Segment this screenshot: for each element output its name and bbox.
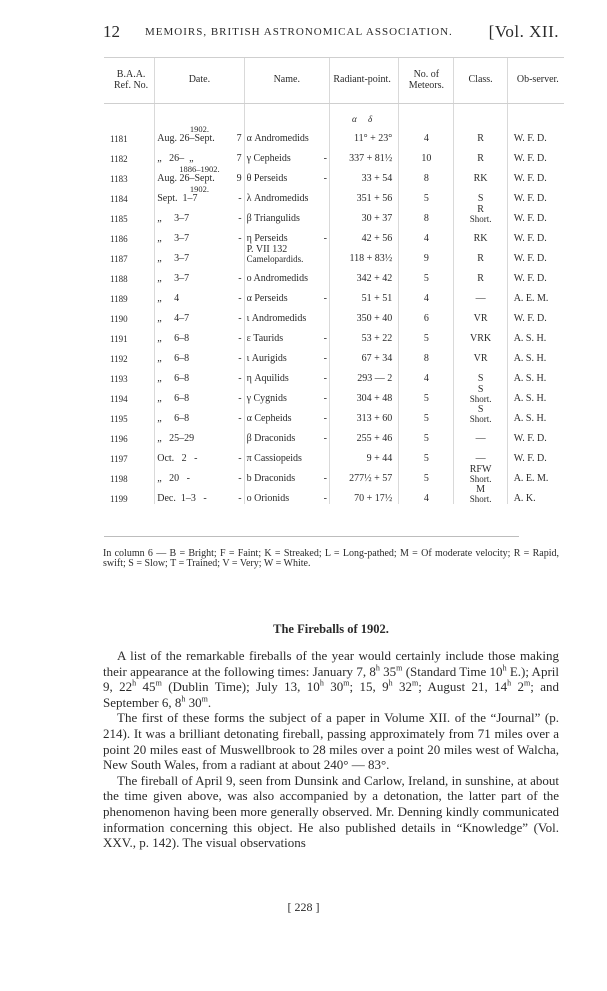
observer: W. F. D. xyxy=(513,432,547,444)
name-dash: - xyxy=(323,432,327,444)
time-unit-superscript: m xyxy=(524,678,531,688)
date-day: - xyxy=(238,312,242,324)
alpha-subheader: α xyxy=(352,113,357,124)
radiant-dec: 44 xyxy=(382,452,393,464)
text-segment: A list of the remarkable fireballs of the year would certainly include those making their appearance at the following times: January 7, 8 xyxy=(103,648,559,679)
date-range: „ 6–8 xyxy=(157,332,190,344)
meteor-count: 8 xyxy=(423,172,429,184)
ref-number: 1194 xyxy=(110,393,128,404)
meteor-count: 5 xyxy=(423,472,429,484)
text-segment: The fireball of April 9, seen from Dunsink and Carlow, Ireland, in sunshine, at about the time given above, was also accompanied by a detonation, the latter part of the phenomenon having been more generally observed. Mr. Denning kindly communicated information concerning this object. He also published details in “Knowledge” (Vol. XXV., p. 142). The visual observations xyxy=(103,772,559,851)
radiant-sign: + xyxy=(374,172,380,184)
radiant-dec: 46 xyxy=(382,432,393,444)
meteor-count: 5 xyxy=(423,452,429,464)
class-code: — xyxy=(475,432,486,444)
table-body xyxy=(104,104,564,505)
class-code: — xyxy=(475,452,486,464)
radiant-dec: 56 xyxy=(382,232,393,244)
ref-number: 1192 xyxy=(110,353,128,364)
paragraph xyxy=(103,710,559,772)
table-row xyxy=(104,144,564,164)
text-segment: . xyxy=(207,694,212,710)
radiant-ra: 313 xyxy=(356,412,372,424)
text-segment: 45 xyxy=(136,679,156,695)
table-row xyxy=(104,424,564,444)
table-row xyxy=(104,304,564,324)
time-unit-superscript: h xyxy=(181,694,186,704)
radiant-sign: + xyxy=(374,292,380,304)
radiant-sign: + xyxy=(374,332,380,344)
observer: W. F. D. xyxy=(513,192,547,204)
meteor-count: 6 xyxy=(423,312,429,324)
table-bottom-rule xyxy=(104,536,519,537)
radiant-dec: 34 xyxy=(382,352,393,364)
table-row xyxy=(104,344,564,364)
ref-number: 1193 xyxy=(110,373,128,384)
radiant-dec: 51 xyxy=(382,292,393,304)
date-day: - xyxy=(238,452,242,464)
date-day: - xyxy=(238,292,242,304)
meteor-count: 5 xyxy=(423,192,429,204)
text-segment: (Dublin Time); July 13, 10 xyxy=(161,679,320,695)
name-dash: - xyxy=(323,172,327,184)
date-year: 1902. xyxy=(189,183,209,194)
ref-number: 1199 xyxy=(110,493,128,504)
date-range: „ 6–8 xyxy=(157,372,190,384)
date-day: - xyxy=(238,332,242,344)
radiant-dec: 48 xyxy=(382,392,393,404)
shower-name: o Orionids xyxy=(246,492,290,504)
radiant-sign: + xyxy=(374,392,380,404)
observer: W. F. D. xyxy=(513,232,547,244)
radiant-ra: 42 xyxy=(361,232,372,244)
radiant-dec: 37 xyxy=(382,212,393,224)
radiant-sign: + xyxy=(374,272,380,284)
observer: W. F. D. xyxy=(513,212,547,224)
date-day: - xyxy=(238,412,242,424)
radiant-sign: + xyxy=(374,452,380,464)
observer: A. S. H. xyxy=(513,352,547,364)
radiant-ra: 30 xyxy=(361,212,372,224)
date-year: 1902. xyxy=(189,123,209,134)
class-code: S xyxy=(477,372,484,384)
date-day: - xyxy=(238,372,242,384)
observer: A. K. xyxy=(513,492,536,504)
date-day: - xyxy=(238,492,242,504)
meteor-count: 10 xyxy=(421,152,432,164)
class-code: R xyxy=(477,152,484,164)
radiant-ra: 33 xyxy=(361,172,372,184)
running-head xyxy=(103,22,559,44)
observer: W. F. D. xyxy=(513,172,547,184)
observer: W. F. D. xyxy=(513,152,547,164)
date-range: „ 3–7 xyxy=(157,272,190,284)
text-segment: (Standard Time 10 xyxy=(402,663,503,679)
radiant-sign: + xyxy=(366,492,373,504)
ref-number: 1183 xyxy=(110,173,128,184)
date-day: - xyxy=(238,472,242,484)
shower-name: ι Andromedids xyxy=(246,312,307,324)
radiant-sign: + xyxy=(374,472,380,484)
ref-number: 1181 xyxy=(110,133,128,144)
time-unit-superscript: h xyxy=(319,678,324,688)
date-day: - xyxy=(238,352,242,364)
ref-number: 1191 xyxy=(110,333,128,344)
meteor-count: 8 xyxy=(423,352,429,364)
table-row xyxy=(104,204,564,224)
radiant-sign: + xyxy=(366,252,373,264)
header-name: Name. xyxy=(244,58,329,104)
observer: A. E. M. xyxy=(513,292,549,304)
class-code: VR xyxy=(473,352,488,364)
body-text xyxy=(103,648,559,851)
class-code: VRK xyxy=(470,332,492,344)
radiant-sign: + xyxy=(374,192,380,204)
ref-number: 1198 xyxy=(110,473,128,484)
radiant-dec: 42 xyxy=(382,272,393,284)
radiant-dec: 57 xyxy=(382,472,393,484)
shower-name: o Andromedids xyxy=(246,272,308,284)
class-code: VR xyxy=(473,312,488,324)
radiant-dec: 81½ xyxy=(374,152,393,164)
date-range: „ 4–7 xyxy=(157,312,190,324)
shower-name: β Triangulids xyxy=(246,212,300,224)
date-year: 1886–1902. xyxy=(179,163,220,174)
radiant-ra: 11° xyxy=(353,132,368,144)
date-range: „ 6–8 xyxy=(157,352,190,364)
ref-number: 1196 xyxy=(110,433,128,444)
radiant-subheader-row xyxy=(104,104,564,125)
table-row xyxy=(104,284,564,304)
class-code: R xyxy=(477,203,484,215)
ref-number: 1182 xyxy=(110,153,128,164)
text-segment: The first of these forms the subject of a paper in Volume XII. of the “Journal” (p. 214). It was a brilliant detonating fireball, passing approximately from 71 miles over a point 20 miles east of Muswellbrook to 28 miles over a point 20 miles west of Walcha, New South Wales, from a radiant at about 240° — 83°. xyxy=(103,710,559,773)
shower-name: γ Cepheids xyxy=(246,152,291,164)
folio-page-number: [ 228 ] xyxy=(287,900,320,914)
table-row xyxy=(104,384,564,404)
class-code: S xyxy=(477,403,484,415)
shower-name: η Aquilids xyxy=(246,372,289,384)
class-code: — xyxy=(475,292,486,304)
meteor-count: 5 xyxy=(423,412,429,424)
class-note: Short. xyxy=(469,474,492,484)
name-dash: - xyxy=(323,152,327,164)
date-range: Aug. 26–Sept. xyxy=(157,132,215,144)
radiant-sign: — xyxy=(374,372,385,384)
time-unit-superscript: m xyxy=(396,663,403,673)
name-dash: - xyxy=(323,352,327,364)
class-code: S xyxy=(477,383,484,395)
shower-name: η Perseids xyxy=(246,232,288,244)
table-row xyxy=(104,404,564,424)
date-day: - xyxy=(238,212,242,224)
radiant-ra: 53 xyxy=(361,332,372,344)
text-segment: 30 xyxy=(185,694,202,710)
shower-name: γ Cygnids xyxy=(246,392,287,404)
radiant-ra: 351 xyxy=(356,192,372,204)
name-dash: - xyxy=(323,292,327,304)
radiant-sign: + xyxy=(374,432,380,444)
class-code: M xyxy=(476,483,486,495)
class-code: S xyxy=(477,192,484,204)
text-segment: 30 xyxy=(323,679,344,695)
observer: A. S. H. xyxy=(513,372,547,384)
radiant-sign: + xyxy=(374,412,380,424)
radiant-dec: 60 xyxy=(382,412,393,424)
text-segment: ; 15, 9 xyxy=(349,679,389,695)
shower-name: π Cassiopeids xyxy=(246,452,302,464)
observer: W. F. D. xyxy=(513,312,547,324)
time-unit-superscript: m xyxy=(343,678,350,688)
volume-label: [Vol. XII. xyxy=(488,22,559,41)
radiant-dec: 83½ xyxy=(374,252,393,264)
table-footnote: In column 6 — B = Bright; F = Faint; K = Streaked; L = Long-pathed; M = Of moderate velocity; R = Rapid, swift; S = Slow; T = Trained; V = Very; W = White. xyxy=(103,548,559,569)
radiant-sign: + xyxy=(374,212,380,224)
radiant-sign: + xyxy=(374,312,380,324)
date-range: „ 3–7 xyxy=(157,212,190,224)
meteor-count: 4 xyxy=(423,372,429,384)
shower-name: ε Taurids xyxy=(246,332,284,344)
observer: A. S. H. xyxy=(513,332,547,344)
meteor-count: 5 xyxy=(423,332,429,344)
date-day: - xyxy=(238,392,242,404)
time-unit-superscript: h xyxy=(502,663,507,673)
radiant-ra: 51 xyxy=(361,292,372,304)
meteor-radiants-table xyxy=(104,57,564,504)
date-range: Oct. 2 - xyxy=(157,452,198,464)
text-segment: 32 xyxy=(392,679,413,695)
section-title: The Fireballs of 1902. xyxy=(273,622,389,636)
table-row xyxy=(104,444,564,464)
time-unit-superscript: m xyxy=(412,678,419,688)
ref-number: 1190 xyxy=(110,313,128,324)
radiant-dec: 56 xyxy=(382,192,393,204)
shower-name: λ Andromedids xyxy=(246,192,309,204)
meteor-count: 4 xyxy=(423,232,429,244)
class-code: RFW xyxy=(469,463,492,475)
table-row xyxy=(104,184,564,204)
radiant-ra: 342 xyxy=(356,272,372,284)
delta-subheader: δ xyxy=(368,113,373,124)
name-dash: - xyxy=(323,232,327,244)
date-range: „ 4 xyxy=(157,292,180,304)
radiant-sign: + xyxy=(374,232,380,244)
meteor-count: 8 xyxy=(423,212,429,224)
date-day: - xyxy=(238,192,242,204)
date-range: „ 6–8 xyxy=(157,392,190,404)
class-note: Short. xyxy=(469,414,492,424)
radiant-ra: 350 xyxy=(356,312,372,324)
table-row xyxy=(104,484,564,504)
ref-number: 1197 xyxy=(110,453,128,464)
radiant-ra: 255 xyxy=(356,432,372,444)
meteor-count: 4 xyxy=(423,132,429,144)
radiant-ra: 277½ xyxy=(349,472,372,484)
header-class: Class. xyxy=(454,58,507,104)
class-code: RK xyxy=(473,172,488,184)
date-range: „ 6–8 xyxy=(157,412,190,424)
observer: W. F. D. xyxy=(513,252,547,264)
date-range: „ 20 - xyxy=(157,472,190,484)
ref-number: 1186 xyxy=(110,233,128,244)
radiant-dec: 2 xyxy=(387,372,393,384)
text-segment: ; and September 6, 8 xyxy=(103,679,560,710)
observer: A. S. H. xyxy=(513,412,547,424)
time-unit-superscript: h xyxy=(375,663,380,673)
ref-number: 1195 xyxy=(110,413,128,424)
class-note: Short. xyxy=(469,214,492,224)
table-row xyxy=(104,324,564,344)
paragraph xyxy=(103,773,559,851)
class-code: R xyxy=(477,252,484,264)
radiant-ra: 70 xyxy=(354,492,365,504)
date-day: - xyxy=(238,272,242,284)
radiant-sign: + xyxy=(366,152,373,164)
table-row xyxy=(104,464,564,484)
table-row xyxy=(104,264,564,284)
radiant-dec: 17½ xyxy=(374,492,393,504)
class-code: RK xyxy=(473,232,488,244)
page-number: 12 xyxy=(103,22,120,41)
shower-name: P. VII 132 xyxy=(246,243,288,255)
radiant-sign: + xyxy=(370,132,376,144)
time-unit-superscript: h xyxy=(132,678,137,688)
ref-number: 1187 xyxy=(110,253,128,264)
observer: A. E. M. xyxy=(513,472,549,484)
shower-name: β Draconids xyxy=(246,432,296,444)
meteor-count: 5 xyxy=(423,432,429,444)
table-row xyxy=(104,364,564,384)
header-radiant: Radiant-point. xyxy=(329,58,398,104)
name-dash: - xyxy=(323,412,327,424)
radiant-ra: 67 xyxy=(361,352,372,364)
date-day: 9 xyxy=(236,172,242,184)
shower-name-2: Camelopardids. xyxy=(246,254,304,264)
class-note: Short. xyxy=(469,394,492,404)
ref-number: 1188 xyxy=(110,273,128,284)
name-dash: - xyxy=(323,372,327,384)
date-day: - xyxy=(238,232,242,244)
ref-number: 1184 xyxy=(110,193,128,204)
text-segment: 2 xyxy=(511,679,525,695)
journal-title: MEMOIRS, BRITISH ASTRONOMICAL ASSOCIATION. xyxy=(145,26,453,38)
text-segment: 35 xyxy=(379,663,397,679)
meteor-count: 9 xyxy=(423,252,429,264)
time-unit-superscript: h xyxy=(507,678,512,688)
text-segment: E.); April 9, 22 xyxy=(103,663,559,695)
meteor-count: 4 xyxy=(423,292,429,304)
observer: W. F. D. xyxy=(513,452,547,464)
name-dash: - xyxy=(323,492,327,504)
shower-name: ι Aurigids xyxy=(246,352,287,364)
table-row xyxy=(104,244,564,264)
time-unit-superscript: m xyxy=(201,694,208,704)
meteor-count: 5 xyxy=(423,392,429,404)
shower-name: α Andromedids xyxy=(246,132,309,144)
ref-number: 1189 xyxy=(110,293,128,304)
radiant-dec: 23° xyxy=(378,132,393,144)
class-code: R xyxy=(477,272,484,284)
observer: A. S. H. xyxy=(513,392,547,404)
name-dash: - xyxy=(323,392,327,404)
name-dash: - xyxy=(323,332,327,344)
shower-name: α Cepheids xyxy=(246,412,292,424)
radiant-dec: 40 xyxy=(382,312,393,324)
class-code: R xyxy=(477,132,484,144)
date-range: Sept. 1–7 xyxy=(157,192,198,204)
text-segment: ; August 21, 14 xyxy=(418,679,508,695)
shower-name: θ Perseids xyxy=(246,172,288,184)
radiant-ra: 304 xyxy=(356,392,372,404)
date-range: „ 3–7 xyxy=(157,252,190,264)
observer: W. F. D. xyxy=(513,132,547,144)
radiant-sign: + xyxy=(374,352,380,364)
radiant-ra: 337 xyxy=(349,152,365,164)
paragraph xyxy=(103,648,559,710)
time-unit-superscript: m xyxy=(155,678,162,688)
header-date: Date. xyxy=(155,58,244,104)
table-row xyxy=(104,164,564,184)
name-dash: - xyxy=(323,472,327,484)
table-header-row xyxy=(104,58,564,104)
shower-name: α Perseids xyxy=(246,292,288,304)
radiant-ra: 118 xyxy=(349,252,365,264)
radiant-ra: 9 xyxy=(366,452,372,464)
header-ref: B.A.A. Ref. No. xyxy=(104,58,155,104)
ref-number: 1185 xyxy=(110,213,128,224)
date-range: „ 26– „ xyxy=(157,152,194,164)
date-range: Aug. 26–Sept. xyxy=(157,172,215,184)
meteor-count: 4 xyxy=(423,492,429,504)
table-row xyxy=(104,224,564,244)
observer: W. F. D. xyxy=(513,272,547,284)
date-range: „ 3–7 xyxy=(157,232,190,244)
radiant-ra: 293 xyxy=(357,372,373,384)
date-day: 7 xyxy=(236,152,242,164)
meteor-count: 5 xyxy=(423,272,429,284)
class-note: Short. xyxy=(469,494,492,504)
radiant-dec: 22 xyxy=(382,332,393,344)
time-unit-superscript: h xyxy=(388,678,393,688)
radiant-dec: 54 xyxy=(382,172,393,184)
date-range: Dec. 1–3 - xyxy=(157,492,207,504)
header-observer: Ob-server. xyxy=(507,58,564,104)
table-row xyxy=(104,124,564,144)
date-range: „ 25–29 xyxy=(157,432,195,444)
header-meteors: No. of Meteors. xyxy=(399,58,454,104)
date-day: 7 xyxy=(236,132,242,144)
shower-name: b Draconids xyxy=(246,472,296,484)
